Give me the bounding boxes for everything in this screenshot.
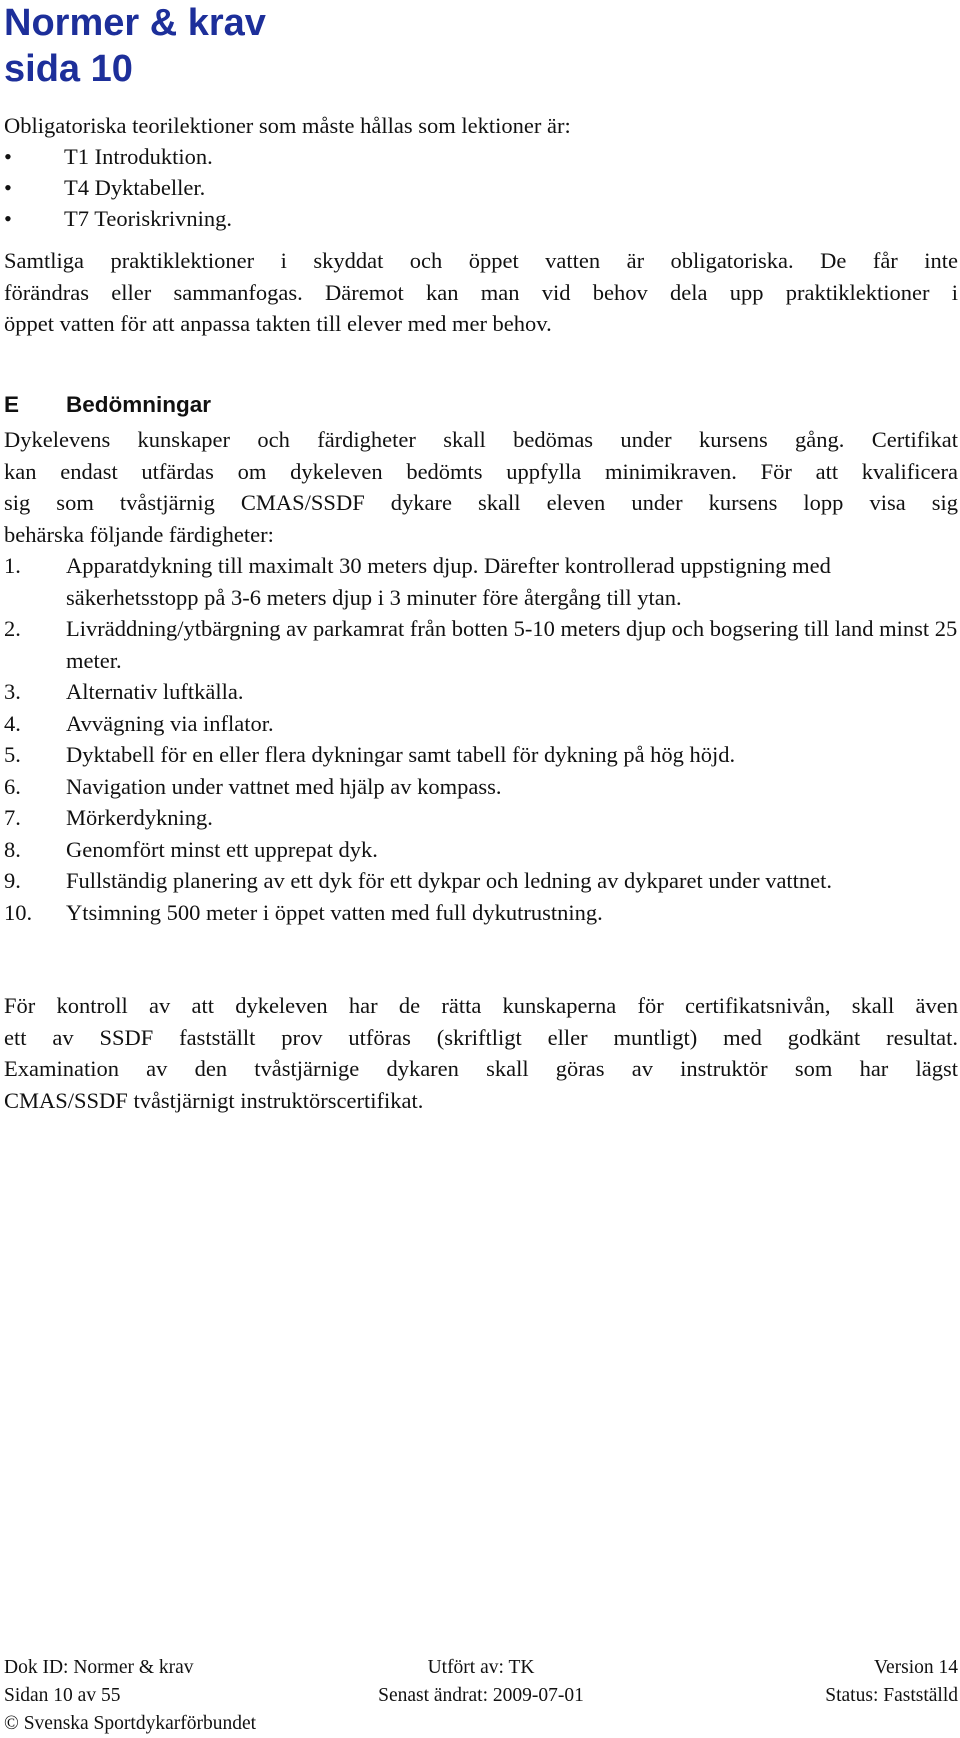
text-line: kan endast utfärdas om dykeleven bedömts uppfylla minimikraven. För att kvalificera [4,458,958,484]
footer-copyright: © Svenska Sportdykarförbundet [4,1713,257,1734]
skill-item [4,802,958,834]
skill-item [4,613,958,676]
list-item-text: T7 Teoriskrivning. [64,206,232,231]
list-item [4,172,232,203]
text-line: För kontroll av att dykeleven har de rätta kunskaperna för certifikatsnivån, skall även [4,993,958,1018]
section-heading [4,390,211,420]
footer-version: Version 14 [874,1657,958,1678]
text-line: sig som tvåstjärnig CMAS/SSDF dykare skall eleven under kursens lopp visa sig [4,490,958,515]
title-line-2: sida 10 [4,48,133,90]
footer-doc-id: Dok ID: Normer & krav [4,1657,194,1678]
skill-item [4,834,958,866]
skill-text: Ytsimning 500 meter i öppet vatten med full dykutrustning. [66,899,603,925]
skill-item [4,550,958,613]
text-line: Dykelevens kunskaper och färdigheter skall bedömas under kursens gång. Certifikat [4,427,958,452]
skill-number: 4. [4,710,21,736]
text-line: Samtliga praktiklektioner i skyddat och öppet vatten är obligatoriska. De får inte [4,248,958,273]
footer-author: Utfört av: TK [427,1657,535,1678]
skill-text: Livräddning/ytbärgning av parkamrat från botten 5-10 meters djup och bogsering till land minst 25 meter. [66,616,958,673]
skill-item [4,897,958,929]
skill-item [4,865,958,897]
text-line: CMAS/SSDF tvåstjärnigt instruktörscertifikat. [4,1087,424,1113]
section-letter: E [4,392,20,417]
skill-text: Dyktabell för en eller flera dykningar samt tabell för dykning på hög höjd. [66,742,736,767]
skill-item [4,739,958,771]
skill-text: Mörkerdykning. [66,805,213,830]
skill-number: 9. [4,868,21,893]
bullet-icon: • [4,175,12,200]
skill-number: 2. [4,616,21,641]
text-line: Examination av den tvåstjärnige dykaren skall göras av instruktör som har lägst [4,1056,958,1081]
skills-list [4,550,958,928]
footer-row-3 [4,1710,958,1738]
title-line-1: Normer & krav [4,2,266,44]
skill-number: 3. [4,679,21,704]
footer-page-number: Sidan 10 av 55 [4,1685,121,1706]
assessment-paragraph [4,424,958,550]
text-line: förändras eller sammanfogas. Däremot kan man vid behov dela upp praktiklektioner i [4,279,958,305]
list-item [4,141,232,172]
footer-row-2 [4,1682,958,1710]
skill-number: 6. [4,773,21,799]
page-title [4,0,266,92]
footer-row-1 [4,1654,958,1682]
skill-number: 5. [4,742,21,767]
list-item-text: T1 Introduktion. [64,144,213,169]
theory-list [4,141,232,234]
footer-status: Status: Fastställd [825,1685,958,1706]
control-paragraph [4,990,958,1116]
bullet-icon: • [4,206,12,231]
skill-text: Fullständig planering av ett dyk för ett dykpar och ledning av dykparet under vattnet. [66,868,833,893]
skill-number: 8. [4,836,21,862]
skill-text: Avvägning via inflator. [66,710,274,736]
skill-text: Alternativ luftkälla. [66,679,244,704]
list-item-text: T4 Dyktabeller. [64,175,206,200]
list-item [4,203,232,234]
skill-text: Genomfört minst ett upprepat dyk. [66,836,378,862]
theory-intro: Obligatoriska teorilektioner som måste hållas som lektioner är: [4,113,571,138]
skill-number: 1. [4,553,21,578]
skill-item [4,708,958,740]
skill-item [4,771,958,803]
bullet-icon: • [4,144,12,169]
text-line: behärska följande färdigheter: [4,521,274,547]
footer-last-changed: Senast ändrat: 2009-07-01 [378,1685,584,1706]
practical-paragraph [4,245,958,340]
section-title: Bedömningar [66,392,212,417]
skill-item [4,676,958,708]
skill-text: Apparatdykning till maximalt 30 meters djup. Därefter kontrollerad uppstigning med säkerhetsstopp på 3-6 meters djup i 3 minuter före återgång till ytan. [66,553,831,610]
skill-text: Navigation under vattnet med hjälp av kompass. [66,773,502,799]
text-line: öppet vatten för att anpassa takten till elever med mer behov. [4,311,552,336]
skill-number: 10. [4,899,33,925]
text-line: ett av SSDF fastställt prov utföras (skriftligt eller muntligt) med godkänt resultat. [4,1024,958,1050]
skill-number: 7. [4,805,21,830]
